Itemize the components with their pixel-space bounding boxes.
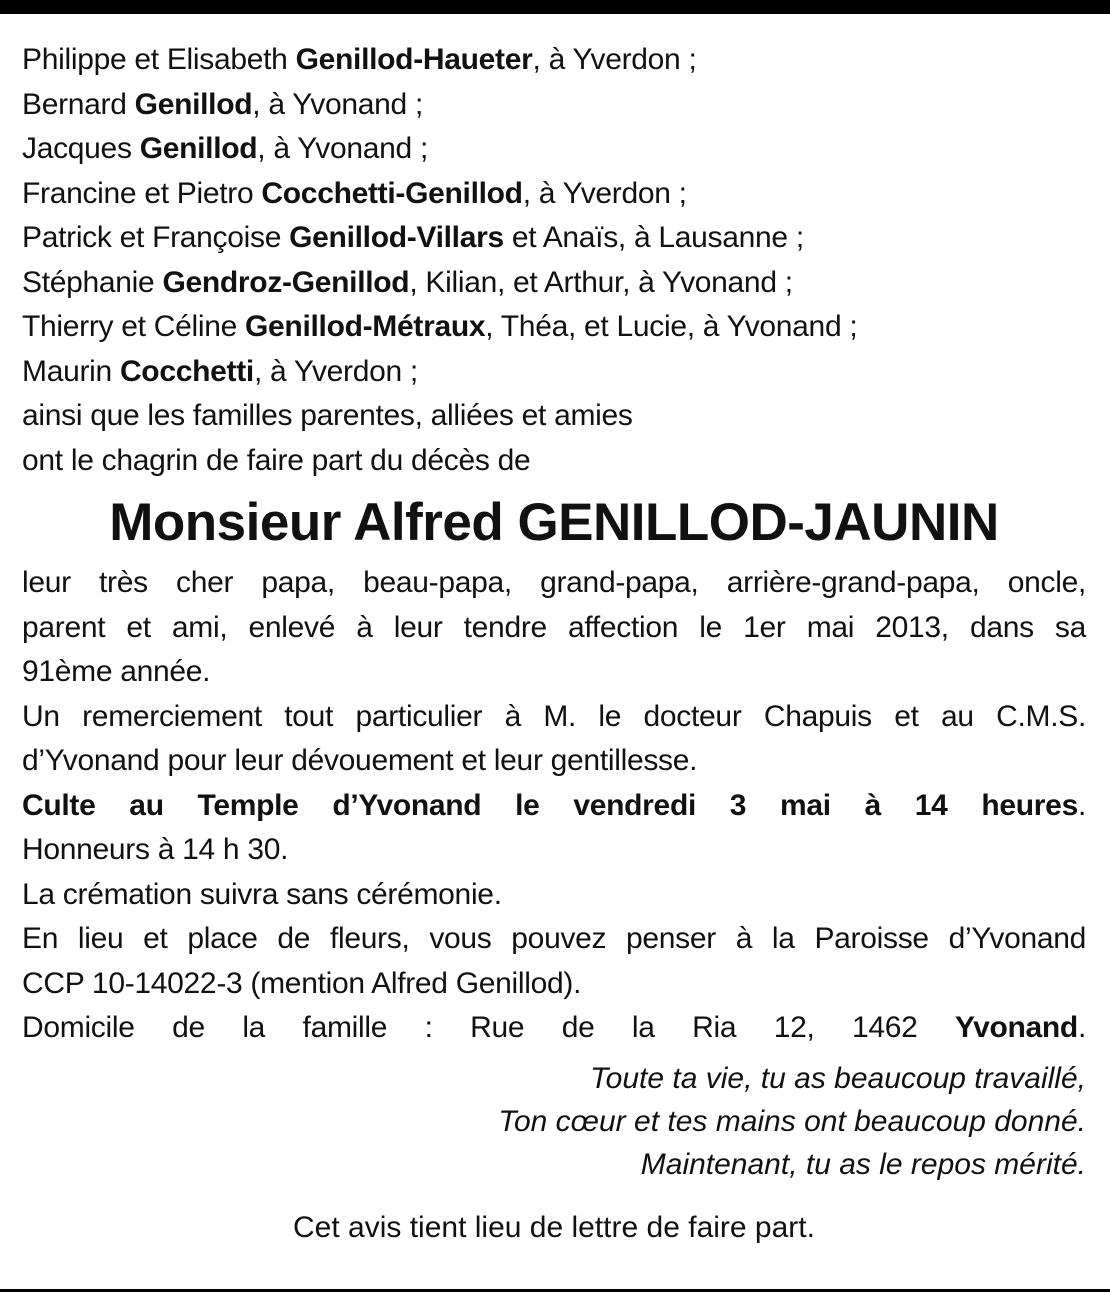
text-segment: , à Yverdon ; bbox=[522, 176, 687, 210]
bottom-border bbox=[0, 1289, 1110, 1292]
bold-name: Genillod bbox=[139, 132, 258, 165]
text-segment: Francine et Pietro bbox=[22, 176, 262, 210]
top-border bbox=[0, 0, 1110, 14]
family-list bbox=[22, 38, 1086, 483]
bold-name: Cocchetti-Genillod bbox=[261, 176, 523, 210]
body-lines-line bbox=[22, 917, 1086, 962]
footer-note: Cet avis tient lieu de lettre de faire part. bbox=[293, 1210, 815, 1244]
obituary-notice bbox=[22, 38, 1086, 1250]
text-segment: , à Yvonand ; bbox=[252, 87, 423, 121]
body-lines-line bbox=[22, 784, 1086, 829]
poem-line: Maintenant, tu as le repos mérité. bbox=[640, 1147, 1086, 1181]
poem-line: Toute ta vie, tu as beaucoup travaillé, bbox=[590, 1061, 1086, 1095]
body-lines-line bbox=[22, 606, 1086, 651]
bold-name: Genillod-Métraux bbox=[245, 310, 486, 343]
text-segment: Jacques bbox=[22, 132, 140, 165]
text-segment: Honneurs à 14 h 30. bbox=[22, 833, 289, 866]
text-segment: Domicile de la famille : Rue de la Ria 12, 1462 bbox=[22, 1011, 956, 1044]
text-segment: ont le chagrin de faire part du décès de bbox=[22, 443, 531, 477]
family-lines-line bbox=[22, 439, 1086, 484]
body-lines-line bbox=[22, 828, 1086, 873]
bold-name: Cocchetti bbox=[119, 354, 254, 388]
family-lines-line bbox=[22, 350, 1086, 395]
family-lines-line bbox=[22, 172, 1086, 217]
body-lines-line bbox=[22, 695, 1086, 740]
text-segment: , Théa, et Lucie, à Yvonand ; bbox=[485, 310, 858, 343]
text-segment: Patrick et Françoise bbox=[22, 221, 290, 254]
bold-name: Gendroz-Genillod bbox=[162, 265, 410, 299]
text-segment: et Anaïs, à Lausanne ; bbox=[503, 221, 804, 254]
text-segment: Un remerciement tout particulier à M. le docteur Chapuis et au C.M.S. bbox=[22, 699, 1086, 733]
bold-name: Genillod bbox=[134, 87, 253, 121]
text-segment: ainsi que les familles parentes, alliées et amies bbox=[22, 399, 633, 432]
body-lines-line bbox=[22, 650, 1086, 695]
body-lines-line bbox=[22, 873, 1086, 918]
deceased-name: Monsieur Alfred GENILLOD-JAUNIN bbox=[109, 493, 999, 552]
body-lines-line bbox=[22, 962, 1086, 1007]
family-lines-line bbox=[22, 127, 1086, 172]
text-segment: , à Yverdon ; bbox=[532, 43, 697, 76]
text-segment: , Kilian, et Arthur, à Yvonand ; bbox=[409, 265, 793, 299]
text-segment: Thierry et Céline bbox=[22, 310, 246, 343]
family-lines-line bbox=[22, 83, 1086, 128]
text-segment: d’Yvonand pour leur dévouement et leur gentillesse. bbox=[22, 744, 698, 777]
text-segment: Bernard bbox=[22, 87, 135, 121]
text-segment: , à Yvonand ; bbox=[257, 132, 428, 165]
family-lines-line bbox=[22, 216, 1086, 261]
family-lines-line bbox=[22, 261, 1086, 306]
text-segment: 91ème année. bbox=[22, 655, 211, 688]
text-segment: Stéphanie bbox=[22, 265, 163, 299]
text-segment: , à Yverdon ; bbox=[253, 354, 418, 388]
bold-name: Culte au Temple d’Yvonand le vendredi 3 mai à 14 heures bbox=[22, 788, 1078, 822]
text-segment: Maurin bbox=[22, 354, 120, 388]
family-lines-line bbox=[22, 38, 1086, 83]
poem-line: Ton cœur et tes mains ont beaucoup donné. bbox=[498, 1104, 1086, 1138]
text-segment: . bbox=[1077, 788, 1086, 822]
notice-body bbox=[22, 561, 1086, 1051]
bold-name: Yvonand bbox=[955, 1011, 1078, 1044]
poem bbox=[22, 1057, 1086, 1186]
text-segment: leur très cher papa, beau-papa, grand-papa, arrière-grand-papa, oncle, bbox=[22, 566, 1086, 599]
text-segment: En lieu et place de fleurs, vous pouvez penser à la Paroisse d’Yvonand bbox=[22, 922, 1086, 955]
body-lines-line bbox=[22, 561, 1086, 606]
family-lines-line bbox=[22, 394, 1086, 439]
text-segment: . bbox=[1077, 1011, 1086, 1044]
body-lines-line bbox=[22, 739, 1086, 784]
text-segment: parent et ami, enlevé à leur tendre affection le 1er mai 2013, dans sa bbox=[22, 610, 1086, 644]
bold-name: Genillod-Haueter bbox=[295, 43, 533, 76]
text-segment: Philippe et Elisabeth bbox=[22, 43, 296, 76]
family-lines-line bbox=[22, 305, 1086, 350]
text-segment: La crémation suivra sans cérémonie. bbox=[22, 877, 502, 911]
text-segment: CCP 10-14022-3 (mention Alfred Genillod). bbox=[22, 966, 582, 1000]
bold-name: Genillod-Villars bbox=[289, 221, 504, 254]
body-lines-line bbox=[22, 1006, 1086, 1051]
